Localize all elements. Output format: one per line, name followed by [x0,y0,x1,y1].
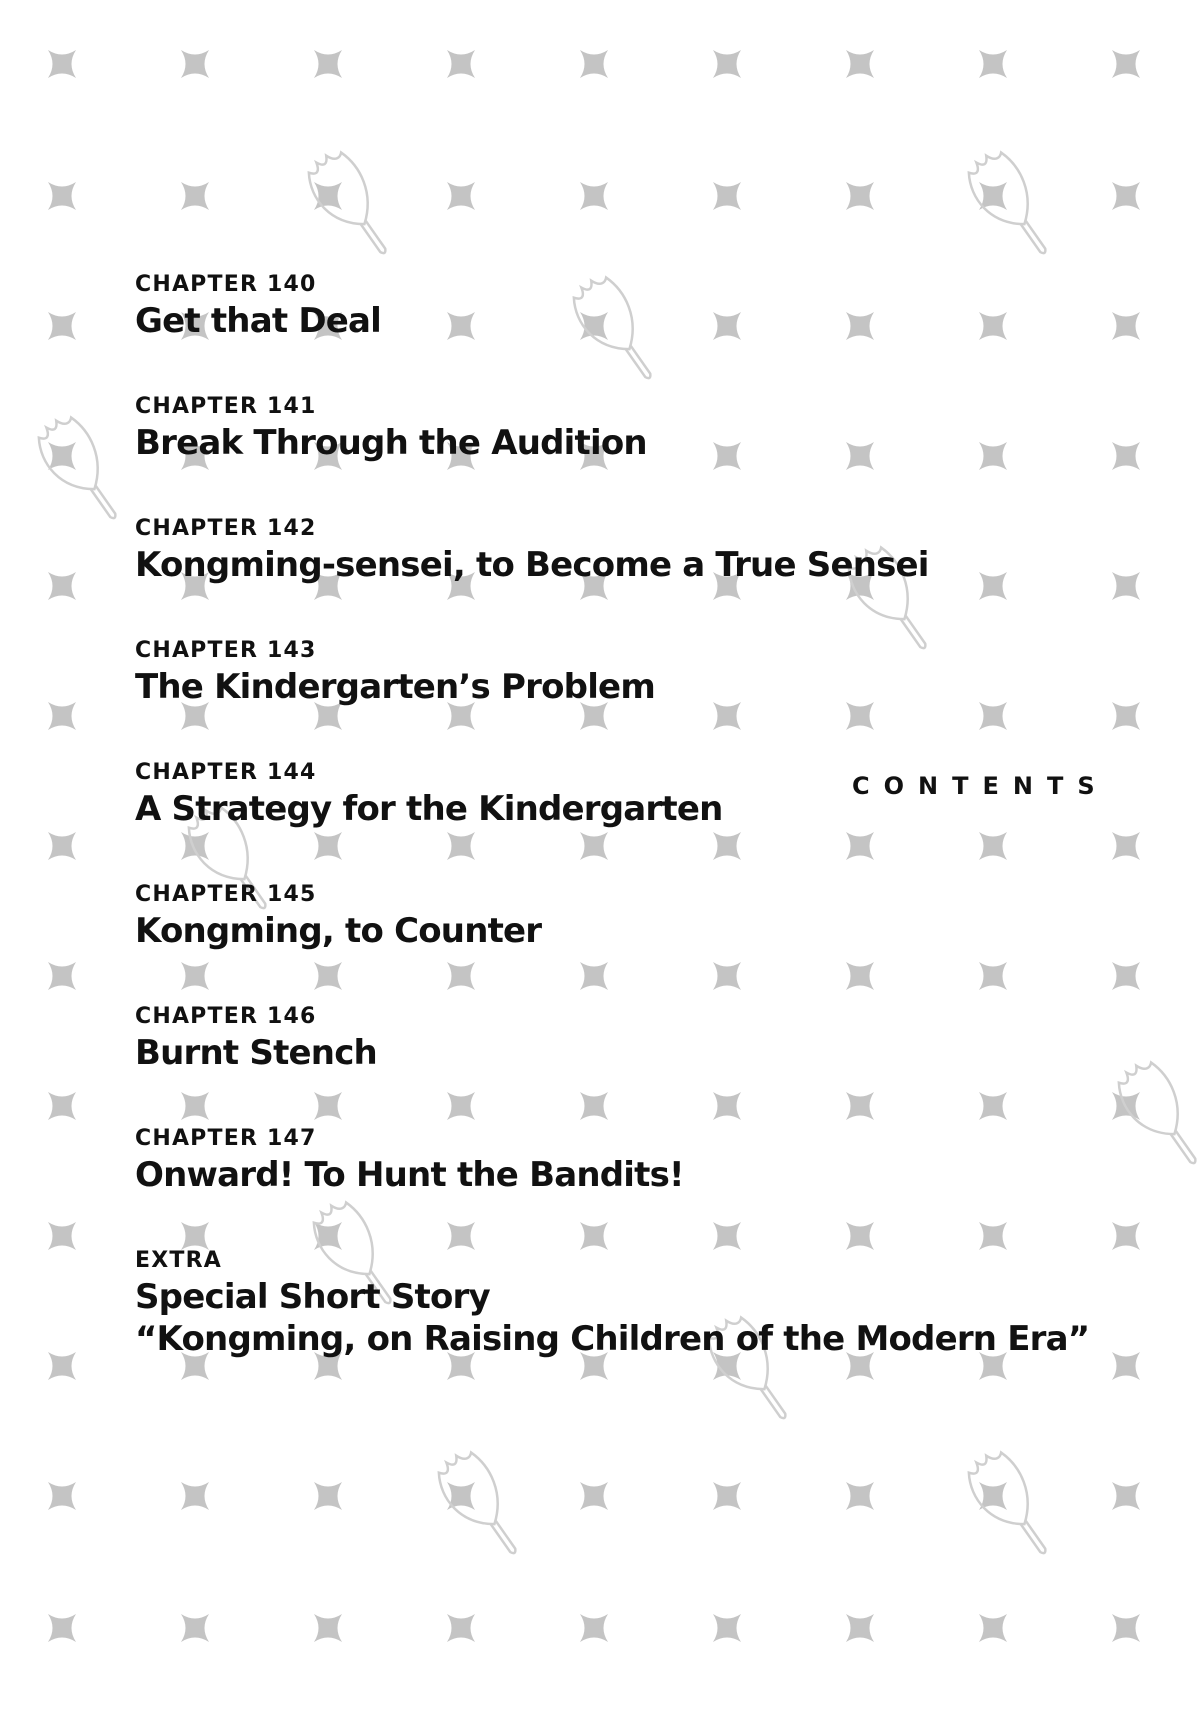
chapter-title: A Strategy for the Kindergarten [135,789,723,829]
chapter-title: Onward! To Hunt the Bandits! [135,1155,684,1195]
four-point-star-icon [846,1614,874,1642]
four-point-star-icon [314,962,342,990]
four-point-star-icon [1112,702,1140,730]
four-point-star-icon [181,1482,209,1510]
four-point-star-icon [181,1092,209,1120]
chapter-title: Burnt Stench [135,1033,377,1073]
four-point-star-icon [846,312,874,340]
chapter-label: CHAPTER 147 [135,1126,317,1151]
chapter-title: Get that Deal [135,301,382,341]
chapter-title: Break Through the Audition [135,423,647,463]
four-point-star-icon [48,1222,76,1250]
four-point-star-icon [314,1614,342,1642]
feather-fan-icon [1110,1056,1200,1177]
four-point-star-icon [1112,572,1140,600]
chapter-label: CHAPTER 145 [135,882,317,907]
four-point-star-icon [447,1614,475,1642]
four-point-star-icon [713,1482,741,1510]
four-point-star-icon [979,702,1007,730]
four-point-star-icon [713,1614,741,1642]
four-point-star-icon [48,50,76,78]
four-point-star-icon [713,962,741,990]
four-point-star-icon [713,1222,741,1250]
toc-entry-extra[interactable] [135,1248,1089,1360]
chapter-label: CHAPTER 141 [135,394,317,419]
four-point-star-icon [713,442,741,470]
four-point-star-icon [48,442,76,470]
four-point-star-icon [1112,1222,1140,1250]
four-point-star-icon [713,1092,741,1120]
four-point-star-icon [846,1222,874,1250]
four-point-star-icon [48,1482,76,1510]
four-point-star-icon [1112,50,1140,78]
four-point-star-icon [979,1092,1007,1120]
toc-entry-chapter-142[interactable] [135,516,929,586]
chapter-label: CHAPTER 143 [135,638,317,663]
four-point-star-icon [447,312,475,340]
feather-fan-icon [430,1446,536,1567]
four-point-star-icon [713,832,741,860]
four-point-star-icon [979,442,1007,470]
four-point-star-icon [713,312,741,340]
toc-entry-chapter-144[interactable] [135,760,723,830]
four-point-star-icon [48,702,76,730]
four-point-star-icon [580,50,608,78]
four-point-star-icon [181,1222,209,1250]
chapter-title: Kongming, to Counter [135,911,542,951]
four-point-star-icon [1112,1482,1140,1510]
four-point-star-icon [979,1222,1007,1250]
feather-fan-icon [30,411,136,532]
four-point-star-icon [713,50,741,78]
toc-entry-chapter-141[interactable] [135,394,647,464]
four-point-star-icon [181,50,209,78]
four-point-star-icon [447,1092,475,1120]
four-point-star-icon [447,1222,475,1250]
chapter-label: CHAPTER 146 [135,1004,317,1029]
four-point-star-icon [846,702,874,730]
four-point-star-icon [314,1222,342,1250]
four-point-star-icon [979,50,1007,78]
toc-entry-chapter-140[interactable] [135,272,381,342]
four-point-star-icon [979,1614,1007,1642]
chapter-label: EXTRA [135,1248,222,1273]
four-point-star-icon [1112,962,1140,990]
four-point-star-icon [580,1092,608,1120]
toc-entry-chapter-146[interactable] [135,1004,377,1074]
four-point-star-icon [48,1614,76,1642]
four-point-star-icon [48,312,76,340]
four-point-star-icon [48,572,76,600]
four-point-star-icon [48,832,76,860]
feather-fan-icon [960,146,1066,267]
four-point-star-icon [979,312,1007,340]
four-point-star-icon [846,182,874,210]
four-point-star-icon [1112,1614,1140,1642]
four-point-star-icon [1112,1352,1140,1380]
four-point-star-icon [580,832,608,860]
four-point-star-icon [181,1614,209,1642]
four-point-star-icon [846,832,874,860]
four-point-star-icon [580,1482,608,1510]
toc-entry-chapter-145[interactable] [135,882,541,952]
four-point-star-icon [846,1482,874,1510]
feather-fan-icon [565,271,671,392]
four-point-star-icon [48,1352,76,1380]
four-point-star-icon [846,962,874,990]
four-point-star-icon [1112,182,1140,210]
four-point-star-icon [447,832,475,860]
toc-entry-chapter-143[interactable] [135,638,655,708]
four-point-star-icon [447,182,475,210]
four-point-star-icon [447,50,475,78]
four-point-star-icon [979,832,1007,860]
four-point-star-icon [580,182,608,210]
four-point-star-icon [181,962,209,990]
feather-fan-icon [300,146,406,267]
four-point-star-icon [580,1614,608,1642]
four-point-star-icon [314,1092,342,1120]
feather-fan-icon [960,1446,1066,1567]
four-point-star-icon [846,442,874,470]
toc-entry-chapter-147[interactable] [135,1126,684,1196]
chapter-subtitle: “Kongming, on Raising Children of the Modern Era” [135,1319,1090,1359]
chapter-title: Kongming-sensei, to Become a True Sensei [135,545,929,585]
four-point-star-icon [314,832,342,860]
four-point-star-icon [314,1482,342,1510]
four-point-star-icon [580,962,608,990]
chapter-title: Special Short Story [135,1277,490,1317]
contents-heading: CONTENTS [852,772,1109,800]
four-point-star-icon [979,962,1007,990]
chapter-title: The Kindergarten’s Problem [135,667,655,707]
four-point-star-icon [713,182,741,210]
chapter-label: CHAPTER 142 [135,516,317,541]
four-point-star-icon [314,50,342,78]
four-point-star-icon [979,572,1007,600]
four-point-star-icon [846,1092,874,1120]
four-point-star-icon [580,1222,608,1250]
four-point-star-icon [1112,832,1140,860]
four-point-star-icon [48,182,76,210]
four-point-star-icon [1112,442,1140,470]
four-point-star-icon [181,182,209,210]
four-point-star-icon [314,182,342,210]
four-point-star-icon [846,50,874,78]
four-point-star-icon [181,832,209,860]
four-point-star-icon [48,1092,76,1120]
chapter-label: CHAPTER 140 [135,272,317,297]
four-point-star-icon [48,962,76,990]
chapter-label: CHAPTER 144 [135,760,317,785]
four-point-star-icon [1112,312,1140,340]
four-point-star-icon [447,962,475,990]
four-point-star-icon [713,702,741,730]
